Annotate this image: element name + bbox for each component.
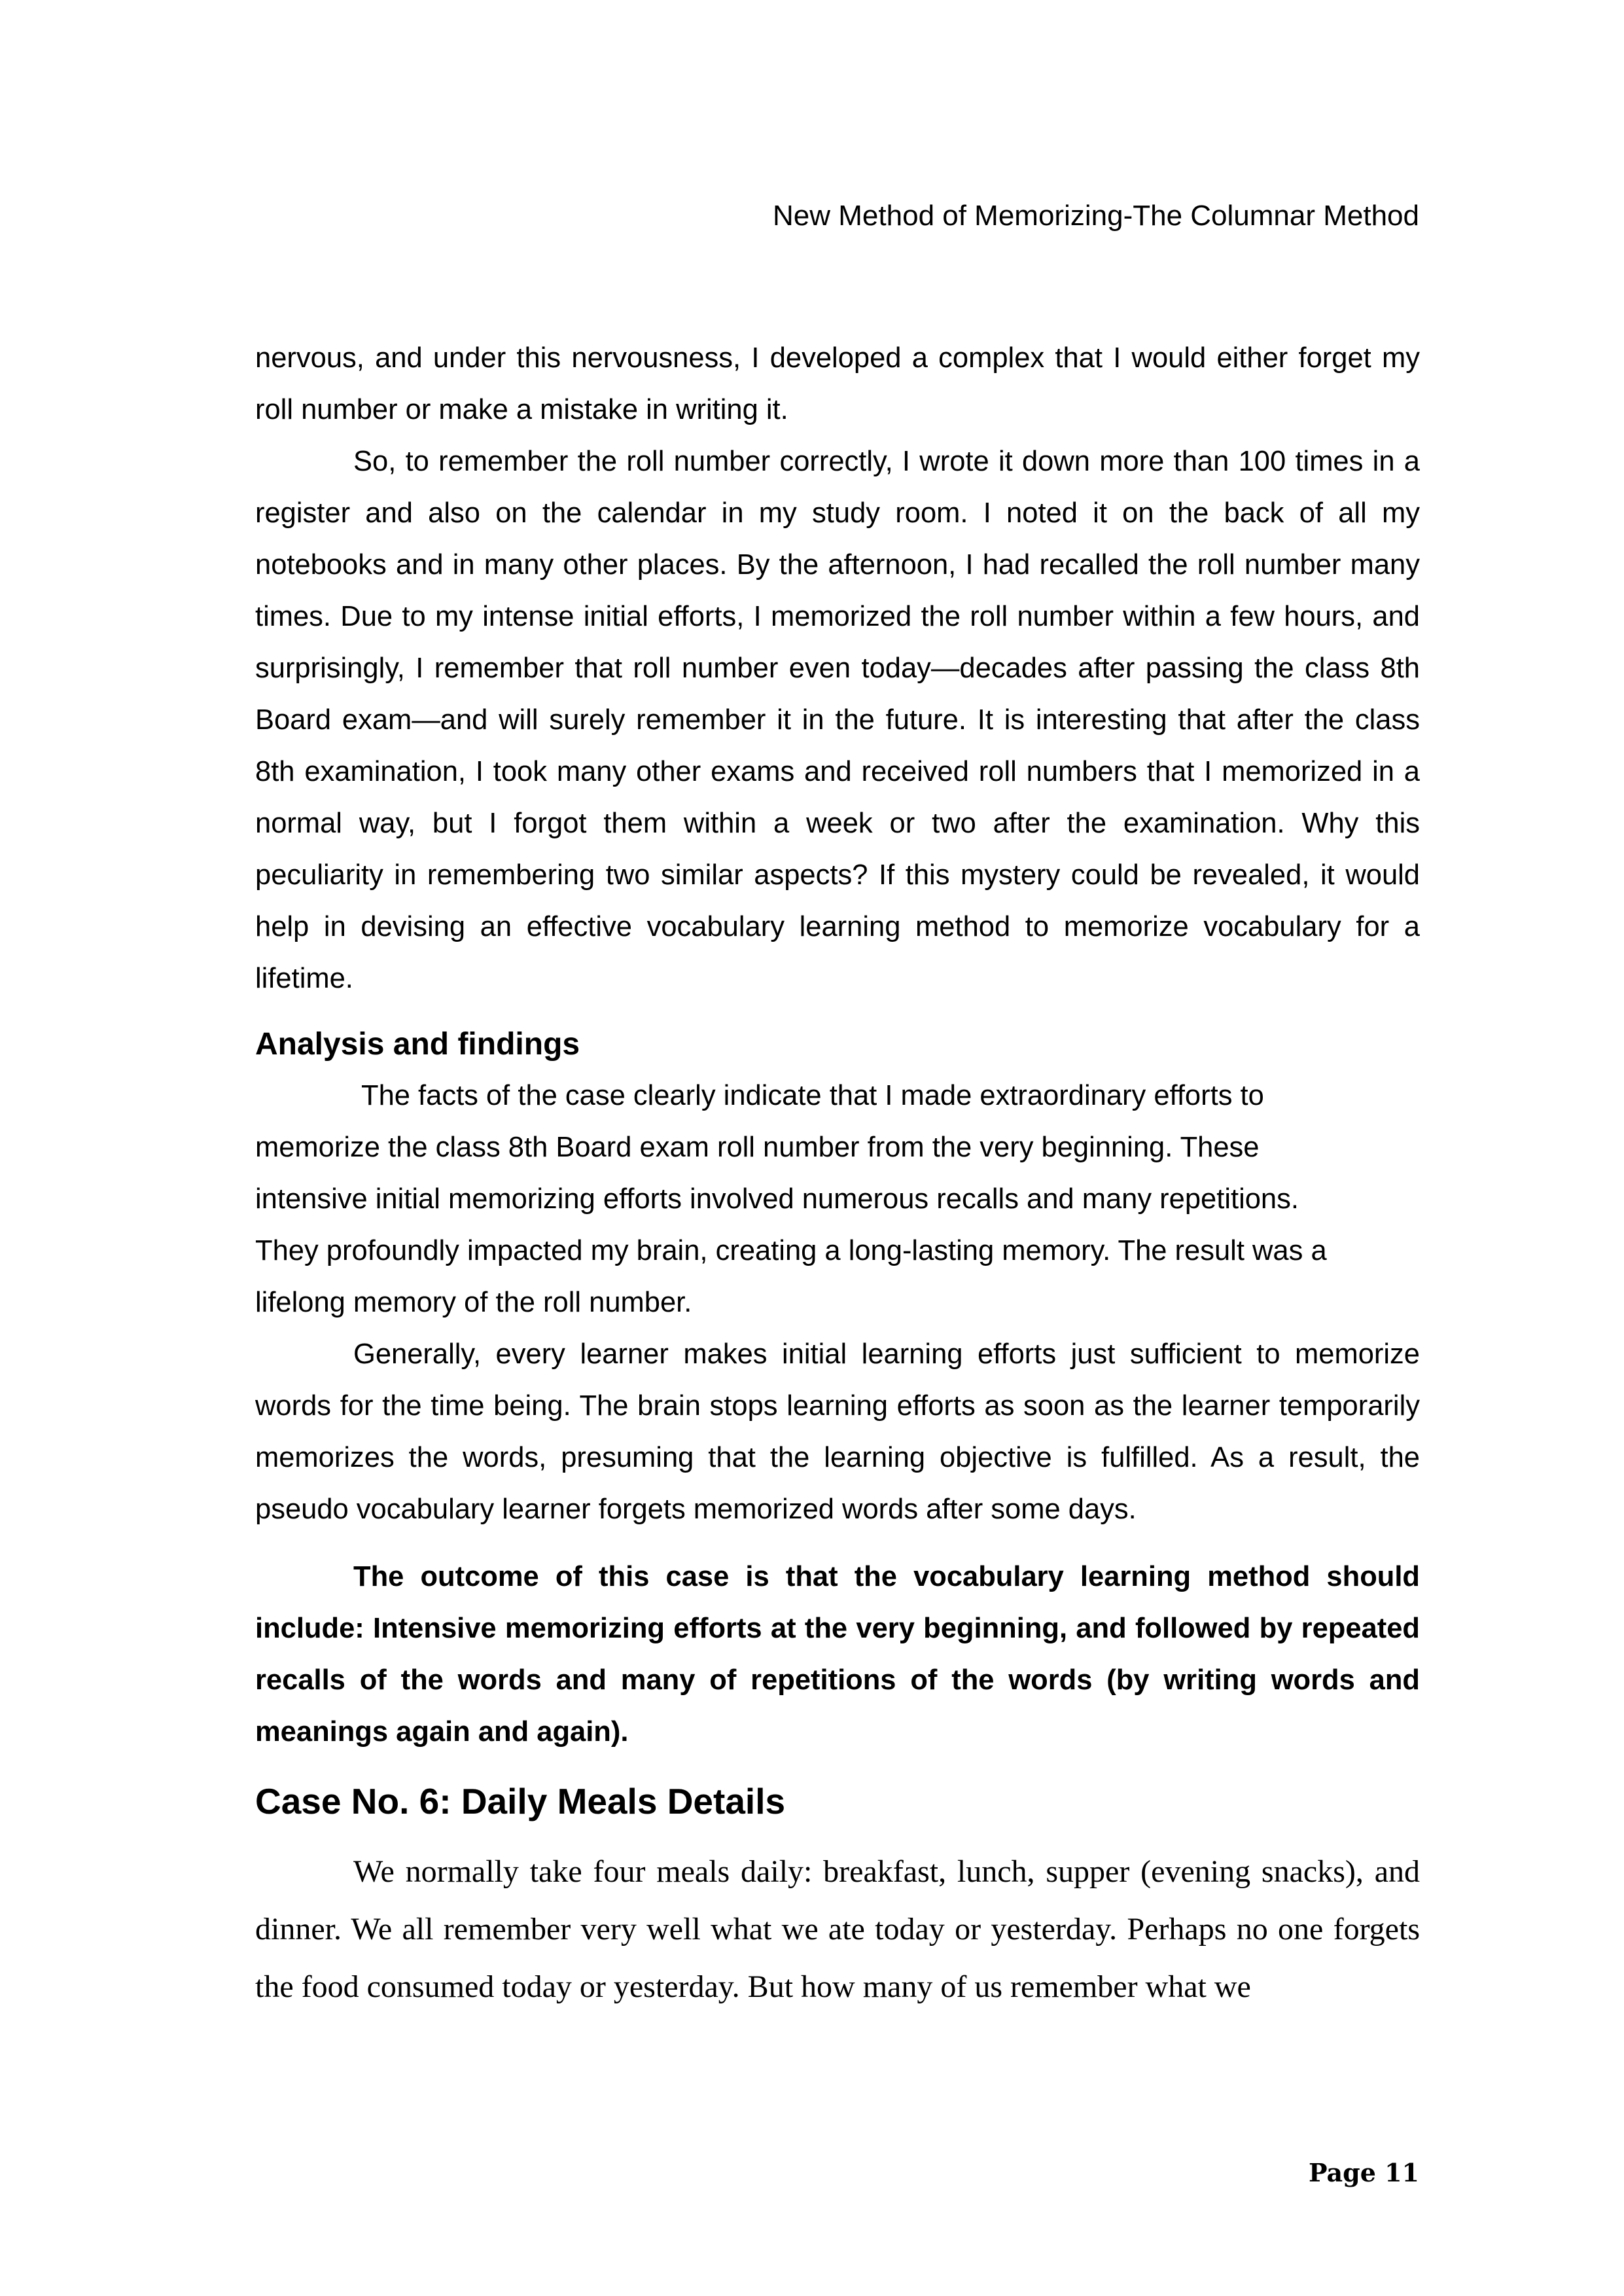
section-heading-case-6: Case No. 6: Daily Meals Details bbox=[255, 1781, 786, 1821]
paragraph-daily-meals: We normally take four meals daily: breakfast, lunch, supper (evening snacks), and dinner. We all remember very well what we ate today or yesterday. Perhaps no one forgets the food consumed today or yesterday. But how many of us remember what we bbox=[255, 1854, 1420, 2004]
paragraph-roll-number: So, to remember the roll number correctly, I wrote it down more than 100 times in a register and also on the calendar in my study room. I noted it on the back of all my notebooks and in many other places. By the afternoon, I had recalled the roll number many times. Due to my intense initial efforts, I memorized the roll number within a few hours, and surprisingly, I remember that roll number even today—decades after passing the class 8th Board exam—and will surely remember it in the future. It is interesting that after the class 8th examination, I took many other exams and received roll numbers that I memorized in a normal way, but I forgot them within a week or two after the examination. Why this peculiarity in remembering two similar aspects? If this mystery could be revealed, it would help in devising an effective vocabulary learning method to memorize vocabulary for a lifetime. bbox=[255, 446, 1420, 994]
analysis-line: memorize the class 8th Board exam roll number from the very beginning. These bbox=[255, 1132, 1260, 1163]
analysis-line: They profoundly impacted my brain, creating a long-lasting memory. The result was a bbox=[255, 1235, 1327, 1266]
paragraph-continuation: nervous, and under this nervousness, I developed a complex that I would either forget my roll number or make a mistake in writing it. bbox=[255, 342, 1420, 425]
analysis-line: intensive initial memorizing efforts involved numerous recalls and many repetitions. bbox=[255, 1183, 1299, 1215]
page-content bbox=[255, 332, 1420, 2016]
paragraph-generally: Generally, every learner makes initial learning efforts just sufficient to memorize words for the time being. The brain stops learning efforts as soon as the learner temporarily memorizes the words, presuming that the learning objective is fulfilled. As a result, the pseudo vocabulary learner forgets memorized words after some days. bbox=[255, 1338, 1420, 1525]
analysis-line: The facts of the case clearly indicate that I made extraordinary efforts to bbox=[361, 1080, 1264, 1111]
analysis-paragraph bbox=[255, 1070, 1420, 1329]
outcome-statement: The outcome of this case is that the vocabulary learning method should include: Intensive memorizing efforts at the very beginning, and followed by repeated recalls of the words and many of repetitions of the words (by writing words and meanings again and again). bbox=[255, 1561, 1420, 1748]
analysis-line: lifelong memory of the roll number. bbox=[255, 1287, 692, 1318]
page-number: Page 11 bbox=[1308, 2158, 1419, 2187]
running-header: New Method of Memorizing-The Columnar Method bbox=[773, 200, 1419, 232]
section-heading-analysis: Analysis and findings bbox=[255, 1027, 580, 1062]
